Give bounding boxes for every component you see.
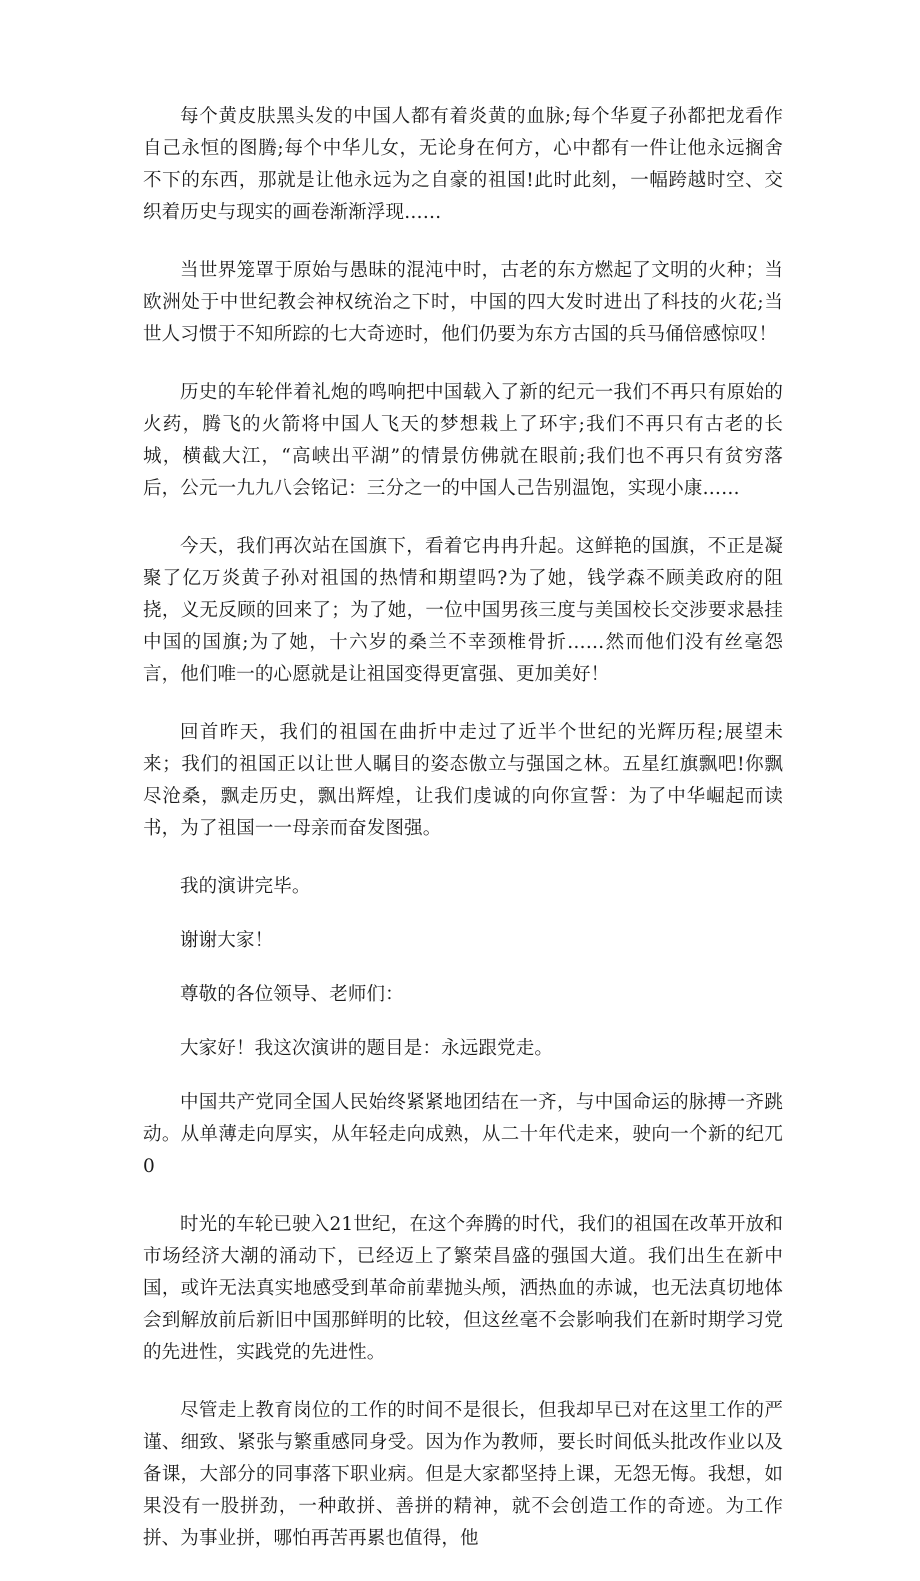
- paragraph-thanks: 谢谢大家！: [180, 930, 274, 951]
- paragraph-21st-century: 时光的车轮已驶入21世纪，在这个奔腾的时代，我们的祖国在改革开放和市场经济大潮的涌动下，已经迈上了繁荣昌盛的强国大道。我们出生在新中国，或许无法真实地感受到革命前辈抛头颅，洒热血的赤诚，也无法真切地体会到解放前后新旧中国那鲜明的比较，但这丝毫不会影响我们在新时期学习党的先进性，实践党的先进性。: [143, 1214, 783, 1363]
- paragraph-ancient-civilization: 当世界笼罩于原始与愚昧的混沌中时，古老的东方燃起了文明的火种；当欧洲处于中世纪教会神权统治之下时，中国的四大发时进出了科技的火花;当世人习惯于不知所踪的七大奇迹时，他们仍要为东方古国的兵马俑倍感惊叹！: [143, 260, 783, 345]
- paragraph-speech-title: 大家好！我这次演讲的题目是：永远跟党走。: [180, 1038, 554, 1059]
- paragraph-looking-back: 回首昨天，我们的祖国在曲折中走过了近半个世纪的光辉历程;展望未来；我们的祖国正以让世人瞩目的姿态傲立与强国之林。五星红旗飘吧!你飘尽沧桑，飘走历史，飘出辉煌，让我们虔诚的向你宣誓：为了中华崛起而读书，为了祖国一一母亲而奋发图强。: [143, 722, 783, 839]
- paragraph-salutation: 尊敬的各位领导、老师们：: [180, 984, 404, 1005]
- paragraph-new-era: 历史的车轮伴着礼炮的鸣响把中国载入了新的纪元一我们不再只有原始的火药，腾飞的火箭将中国人飞天的梦想栽上了环宇;我们不再只有古老的长城，横截大江，“高峡出平湖”的情景仿佛就在眼前;我们也不再只有贫穷落后，公元一九九八会铭记：三分之一的中国人己告别温饱，实现小康……: [143, 382, 783, 499]
- paragraph-speech-finished: 我的演讲完毕。: [180, 876, 311, 897]
- paragraph-teaching-work: 尽管走上教育岗位的工作的时间不是很长，但我却早已对在这里工作的严谨、细致、紧张与繁重感同身受。因为作为教师，要长时间低头批改作业以及备课，大部分的同事落下职业病。但是大家都坚持上课，无怨无悔。我想，如果没有一股拼劲，一种敢拼、善拼的精神，就不会创造工作的奇迹。为工作拼、为事业拼，哪怕再苦再累也值得，他: [143, 1400, 783, 1549]
- document-body: [143, 101, 783, 1581]
- paragraph-motherland-pride: 每个黄皮肤黑头发的中国人都有着炎黄的血脉;每个华夏子孙都把龙看作自己永恒的图腾;每个中华儿女，无论身在何方，心中都有一件让他永远搁舍不下的东西，那就是让他永远为之自豪的祖国!此时此刻，一幅跨越时空、交织着历史与现实的画卷渐渐浮现……: [143, 106, 783, 223]
- paragraph-party-and-people: 中国共产党同全国人民始终紧紧地团结在一齐，与中国命运的脉搏一齐跳动。从单薄走向厚实，从年轻走向成熟，从二十年代走来，驶向一个新的纪兀0: [143, 1092, 783, 1177]
- paragraph-national-flag: 今天，我们再次站在国旗下，看着它冉冉升起。这鲜艳的国旗，不正是凝聚了亿万炎黄子孙对祖国的热情和期望吗?为了她，钱学森不顾美政府的阻挠，义无反顾的回来了；为了她，一位中国男孩三度与美国校长交涉要求悬挂中国的国旗;为了她，十六岁的桑兰不幸颈椎骨折……然而他们没有丝毫怨言，他们唯一的心愿就是让祖国变得更富强、更加美好！: [143, 536, 783, 685]
